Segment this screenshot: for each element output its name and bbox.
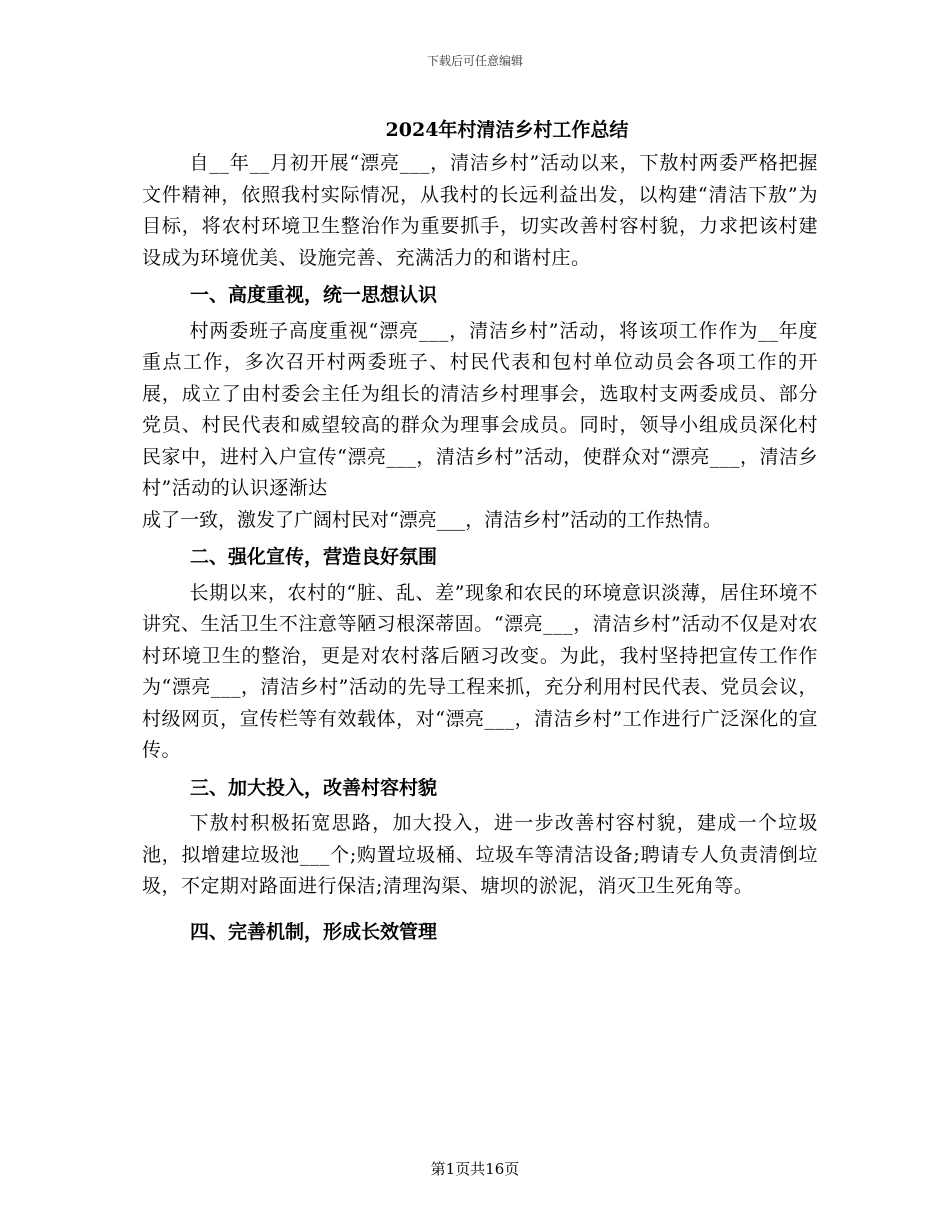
section-heading-1: 一、高度重视，统一思想认识 (190, 284, 438, 306)
page-number: 第1页共16页 (430, 1160, 520, 1178)
page-header-note: 下载后可任意编辑 (426, 54, 523, 68)
document-title: 2024年村清洁乡村工作总结 (385, 119, 629, 141)
section-3-paragraph: 下敖村积极拓宽思路，加大投入，进一步改善村容村貌，建成一个垃圾池，拟增建垃圾池___个;购置垃圾桶、垃圾车等清洁设备;聘请专人负责清倒垃圾，不定期对路面进行保洁;清理沟渠、塘坝的淤泥，消灭卫生死角等。 (142, 812, 818, 897)
section-heading-2: 二、强化宣传，营造良好氛围 (190, 546, 438, 568)
section-2-paragraph: 长期以来，农村的“脏、乱、差”现象和农民的环境意识淡薄，居住环境不讲究、生活卫生不注意等陋习根深蒂固。“漂亮___，清洁乡村”活动不仅是对农村环境卫生的整治，更是对农村落后陋习改变。为此，我村坚持把宣传工作作为“漂亮___，清洁乡村”活动的先导工程来抓，充分利用村民代表、党员会议，村级网页，宣传栏等有效载体，对“漂亮___，清洁乡村”工作进行广泛深化的宣传。 (142, 581, 818, 761)
section-1-paragraph: 村两委班子高度重视“漂亮___，清洁乡村”活动，将该项工作作为__年度重点工作，多次召开村两委班子、村民代表和包村单位动员会各项工作的开展，成立了由村委会主任为组长的清洁乡村理事会，选取村支两委成员、部分党员、村民代表和威望较高的群众为理事会成员。同时，领导小组成员深化村民家中，进村入户宣传“漂亮___，清洁乡村”活动，使群众对“漂亮___，清洁乡村”活动的认识逐渐达 (142, 319, 818, 499)
document-body (142, 112, 818, 952)
intro-paragraph: 自__年__月初开展“漂亮___，清洁乡村”活动以来，下敖村两委严格把握文件精神，依照我村实际情况，从我村的长远利益出发，以构建“清洁下敖”为目标，将农村环境卫生整治作为重要抓手，切实改善村容村貌，力求把该村建设成为环境优美、设施完善、充满活力的和谐村庄。 (142, 152, 818, 269)
section-heading-3: 三、加大投入，改善村容村貌 (190, 776, 438, 799)
section-heading-4: 四、完善机制，形成长效管理 (190, 920, 438, 943)
section-1-paragraph-last-line: 成了一致，激发了广阔村民对“漂亮___，清洁乡村”活动的工作热情。 (142, 508, 722, 531)
